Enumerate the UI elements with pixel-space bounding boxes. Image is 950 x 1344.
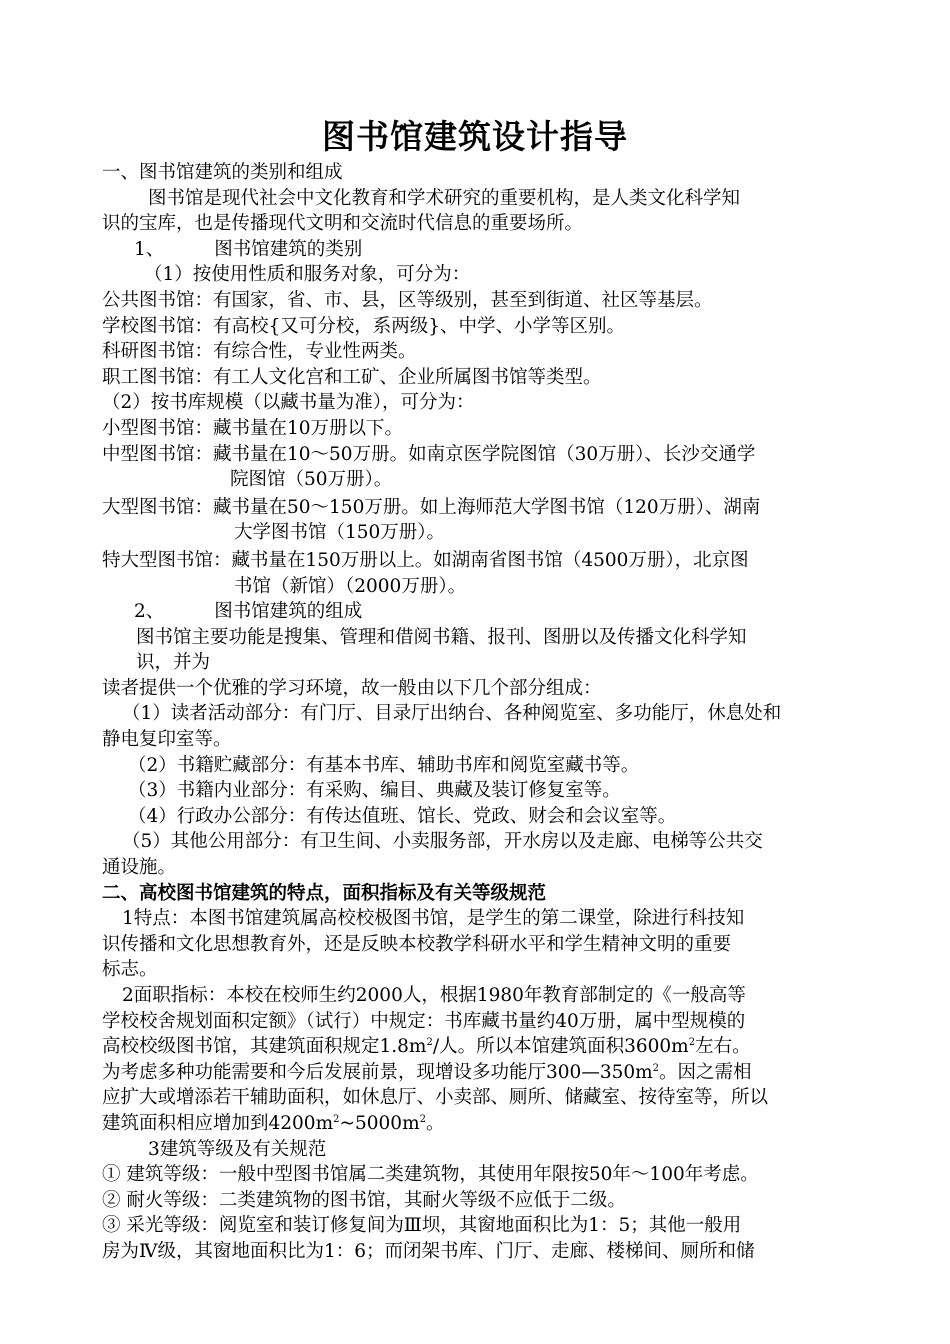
paragraph-line: 识，并为 bbox=[136, 652, 211, 674]
paragraph-line: （1）按使用性质和服务对象，可分为： bbox=[144, 264, 471, 286]
superscript: 2 bbox=[652, 1062, 660, 1074]
superscript: 2 bbox=[688, 1037, 696, 1049]
section-heading: 一、图书馆建筑的类别和组成 bbox=[102, 162, 343, 183]
paragraph-line: （4）行政办公部分：有传达值班、馆长、党政、财会和会议室等。 bbox=[128, 805, 677, 827]
superscript: 2 bbox=[333, 1113, 340, 1125]
document-title: 图书馆建筑设计指导 bbox=[322, 117, 628, 156]
paragraph-line: 职工图书馆：有工人文化宫和工矿、企业所属图书馆等类型。 bbox=[102, 366, 602, 388]
paragraph-line: 小型图书馆：藏书量在10万册以下。 bbox=[102, 417, 404, 439]
text-run: /人。所以本馆建筑面积3600m bbox=[432, 1036, 689, 1058]
paragraph-line: 公共图书馆：有国家，省、市、县，区等级别，甚至到街道、社区等基层。 bbox=[102, 289, 713, 311]
subsection-number: 1、 bbox=[134, 238, 165, 260]
paragraph-line: 大学图书馆（150万册）。 bbox=[234, 522, 446, 544]
subsection-number: 2、 bbox=[134, 601, 165, 623]
paragraph-line: 标志。 bbox=[102, 959, 158, 981]
list-item: ② 耐火等级：二类建筑物的图书馆，其耐火等级不应低于二级。 bbox=[102, 1189, 626, 1211]
paragraph-line: 2面职指标：本校在校师生约2000人，根据1980年教育部制定的《一般高等 bbox=[122, 985, 746, 1006]
paragraph-line bbox=[102, 1060, 854, 1086]
paragraph-line: 静电复印室等。 bbox=[102, 729, 232, 751]
document-body bbox=[102, 160, 854, 1265]
paragraph-line: 中型图书馆：藏书量在10～50万册。如南京医学院图馆（30万册）、长沙交通学 bbox=[102, 443, 756, 465]
paragraph-line: 识传播和文化思想教育外，还是反映本校教学科研水平和学生精神文明的重要 bbox=[102, 933, 732, 955]
text-run: 高校校级图书馆，其建筑面积规定1.8m bbox=[102, 1036, 427, 1058]
paragraph-line: （1）读者活动部分：有门厅、目录厅出纳台、各种阅览室、多功能厅，休息处和 bbox=[122, 703, 782, 725]
paragraph-line: 图书馆是现代社会中文化教育和学术研究的重要机构，是人类文化科学知 bbox=[148, 187, 741, 209]
text-run: 建筑面积相应增加到4200m bbox=[102, 1112, 334, 1134]
subsection-heading: 3建筑等级及有关规范 bbox=[148, 1138, 327, 1160]
paragraph-line: 图书馆主要功能是搜集、管理和借阅书籍、报刊、图册以及传播文化科学知 bbox=[136, 626, 747, 648]
paragraph-line: （5）其他公用部分：有卫生间、小卖服务部，开水房以及走廊、电梯等公共交 bbox=[122, 831, 763, 853]
paragraph-line: 1特点：本图书馆建筑属高校校极图书馆，是学生的第二课堂，除进行科技知 bbox=[122, 908, 745, 930]
paragraph-line: （2）按书库规模（以藏书量为准），可分为： bbox=[102, 392, 475, 414]
paragraph-line bbox=[102, 1034, 854, 1060]
text-run: 为考虑多种功能需要和今后发展前景，现增设多功能厅300—350m bbox=[102, 1061, 653, 1083]
list-item: ① 建筑等级：一般中型图书馆属二类建筑物，其使用年限按50年～100年考虑。 bbox=[102, 1164, 759, 1186]
paragraph-line: 应扩大或增添若干辅助面积，如休息厅、小卖部、厕所、储藏室、按待室等，所以 bbox=[102, 1087, 769, 1109]
paragraph-line: 特大型图书馆：藏书量在150万册以上。如湖南省图书馆（4500万册），北京图 bbox=[102, 549, 749, 571]
superscript: 2 bbox=[426, 1037, 433, 1049]
paragraph-line: （3）书籍内业部分：有采购、编目、典藏及装订修复室等。 bbox=[128, 780, 621, 802]
list-item: ③ 采光等级：阅览室和装订修复间为Ⅲ坝，其窗地面积比为1：5；其他一般用 bbox=[102, 1215, 742, 1237]
text-run: ~5000m bbox=[339, 1112, 420, 1134]
paragraph-line: 科研图书馆：有综合性，专业性两类。 bbox=[102, 341, 417, 363]
paragraph-line: 院图馆（50万册）。 bbox=[230, 469, 393, 491]
paragraph-line: 读者提供一个优雅的学习环境，故一般由以下几个部分组成： bbox=[102, 677, 602, 699]
section-heading: 二、高校图书馆建筑的特点，面积指标及有关等级规范 bbox=[102, 882, 547, 904]
paragraph-line: 学校校舍规划面积定额》（试行）中规定：书库藏书量约40万册，属中型规模的 bbox=[102, 1010, 746, 1032]
subsection-title: 图书馆建筑的类别 bbox=[214, 238, 363, 260]
paragraph-line: 房为Ⅳ级，其窗地面积比为1：6；而闭架书库、门厅、走廊、楼梯间、厕所和储 bbox=[102, 1240, 755, 1262]
paragraph-line bbox=[102, 1111, 854, 1137]
text-run: 。 bbox=[426, 1112, 445, 1134]
text-run: 左右。 bbox=[695, 1036, 751, 1058]
subsection-title: 图书馆建筑的组成 bbox=[214, 601, 363, 623]
paragraph-line: 学校图书馆：有高校{又可分校，系两级}、中学、小学等区别。 bbox=[102, 315, 626, 337]
paragraph-line: 通设施。 bbox=[102, 857, 177, 879]
superscript: 2 bbox=[419, 1113, 426, 1125]
paragraph-line: 识的宝库，也是传播现代文明和交流时代信息的重要场所。 bbox=[102, 213, 584, 235]
subsection-heading bbox=[102, 599, 854, 625]
text-run: 。因之需相 bbox=[659, 1061, 752, 1083]
paragraph-line: （2）书籍贮藏部分：有基本书库、辅助书库和阅览室藏书等。 bbox=[128, 754, 640, 776]
paragraph-line: 大型图书馆：藏书量在50～150万册。如上海师范大学图书馆（120万册）、湖南 bbox=[102, 496, 761, 518]
paragraph-line: 书馆（新馆）（2000万册）。 bbox=[234, 575, 467, 597]
subsection-heading bbox=[102, 237, 854, 263]
